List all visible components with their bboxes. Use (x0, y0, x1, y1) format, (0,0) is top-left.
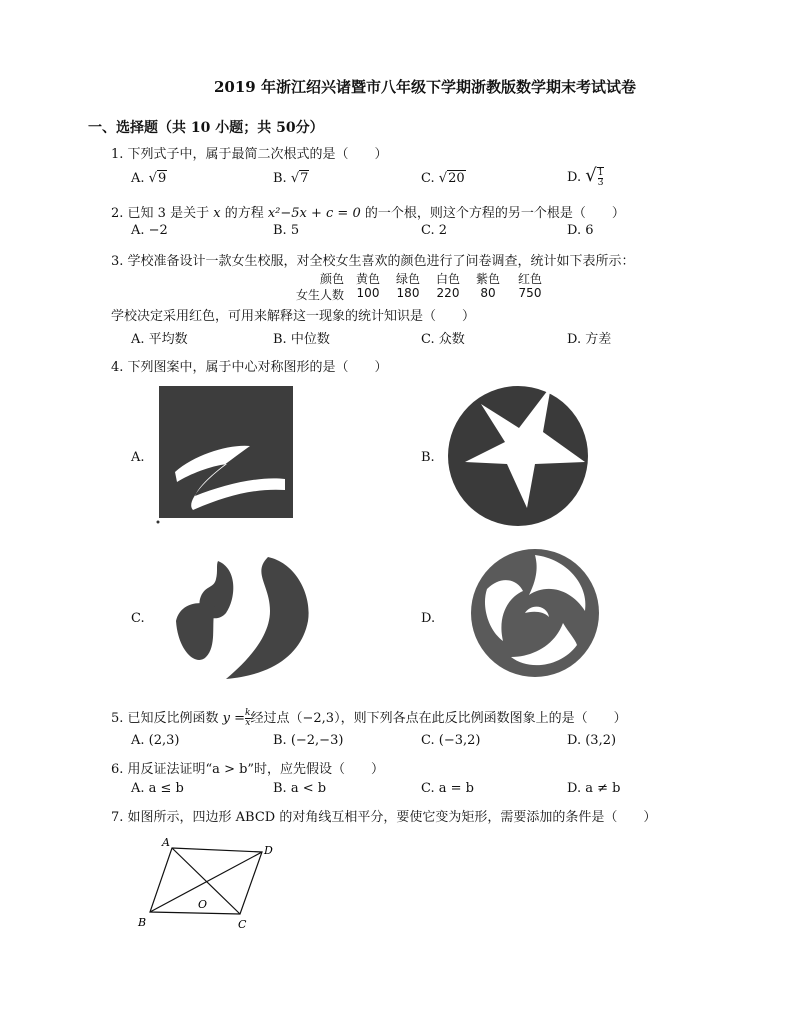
q1-option-a-label: A. (131, 171, 145, 186)
q1-option-d-denominator: 3 (597, 178, 604, 188)
q1-option-b (273, 171, 309, 186)
q4-figure-c-left-blob (176, 603, 216, 660)
q6-option-a: A. a ≤ b (131, 781, 184, 796)
q1-option-b-sqrt: √7 (290, 171, 309, 186)
q2-equation: x²−5x + c = 0 (267, 206, 361, 221)
q2-option-b: B. 5 (273, 223, 300, 238)
q1-option-c (421, 171, 466, 186)
q1-option-a (131, 171, 167, 186)
q1-option-b-radicand: 7 (300, 171, 309, 186)
q3-row-cell: 80 (480, 286, 496, 300)
q5-option-b: B. (−2,−3) (273, 733, 344, 748)
q4-option-a-label: A. (131, 450, 145, 465)
q5-fraction-numerator: k (245, 708, 251, 718)
q1-option-b-label: B. (273, 171, 287, 186)
q2-option-d: D. 6 (567, 223, 594, 238)
q5-option-a: A. (2,3) (131, 733, 180, 748)
q6-option-b: B. a < b (273, 781, 327, 796)
q3-header-cell: 黄色 (355, 272, 380, 286)
question-2-stem (111, 202, 625, 221)
q7-label-d: D (264, 844, 273, 857)
q7-label-o: O (198, 898, 208, 911)
q3-row-cell: 220 (436, 286, 460, 300)
q3-header-cell: 绿色 (395, 272, 420, 286)
q3-header-cell: 紫色 (475, 272, 500, 286)
q4-figure-b (445, 384, 591, 528)
q3-option-c: C. 众数 (421, 332, 465, 347)
page-title: 2019 年浙江绍兴诸暨市八年级下学期浙教版数学期末考试试卷 (214, 78, 636, 96)
q7-label-a: A (162, 836, 170, 849)
question-3-stem: 3. 学校准备设计一款女生校服，对全校女生喜欢的颜色进行了问卷调查，统计如下表所示： (111, 254, 635, 269)
q4-figure-c (170, 555, 314, 683)
question-6-stem: 6. 用反证法证明“a > b”时，应先假设（ ） (111, 762, 385, 777)
q5-stem-pre: 5. 已知反比例函数 (111, 711, 223, 726)
q1-option-c-label: C. (421, 171, 435, 186)
q4-figure-a (155, 384, 297, 526)
q3-header-cell: 红色 (517, 272, 542, 286)
question-3-stem-2: 学校决定采用红色，可用来解释这一现象的统计知识是（ ） (111, 309, 476, 324)
q5-stem-post: 经过点（−2,3），则下列各点在此反比例函数图象上的是（ ） (250, 711, 627, 726)
q7-parallelogram-figure (134, 836, 284, 936)
question-5-stem (111, 707, 627, 728)
q2-option-c: C. 2 (421, 223, 448, 238)
q2-variable: x (213, 206, 221, 221)
q1-option-d-numerator: 1 (597, 168, 604, 178)
q3-header-cell: 白色 (435, 272, 460, 286)
q4-option-d-label: D. (421, 611, 436, 626)
q3-row-cell: 100 (356, 286, 380, 300)
q4-figure-c-right-blob (226, 557, 309, 679)
q5-fraction-denominator: x (245, 718, 251, 728)
q3-row-cell: 750 (518, 286, 542, 300)
q3-option-d: D. 方差 (567, 332, 612, 347)
q1-option-a-radicand: 9 (157, 171, 167, 186)
q5-option-c: C. (−3,2) (421, 733, 481, 748)
q2-option-a: A. −2 (131, 223, 168, 238)
q2-stem-post: 的一个根，则这个方程的另一个根是（ ） (360, 206, 625, 221)
q3-table-header (274, 270, 552, 287)
q7-label-c: C (238, 918, 247, 931)
q4-figure-d (467, 545, 603, 681)
question-7-stem: 7. 如图所示，四边形 ABCD 的对角线互相平分，要使它变为矩形，需要添加的条件是（ ） (111, 810, 657, 825)
q3-table-row (274, 286, 552, 303)
section-heading: 一、选择题（共 10 小题；共 50分） (88, 120, 324, 136)
q4-option-c-label: C. (131, 611, 145, 626)
q3-row-cell: 女生人数 (295, 288, 344, 302)
q2-stem-pre: 2. 已知 3 是关于 (111, 206, 214, 221)
q6-option-c: C. a = b (421, 781, 474, 796)
q7-label-b: B (138, 916, 147, 929)
q3-option-a: A. 平均数 (131, 332, 188, 347)
question-4-stem: 4. 下列图案中，属于中心对称图形的是（ ） (111, 360, 388, 375)
q5-option-d: D. (3,2) (567, 733, 617, 748)
q1-option-a-sqrt: √9 (148, 171, 167, 186)
q1-option-d-label: D. (567, 170, 582, 185)
q1-option-c-sqrt: √20 (438, 171, 465, 186)
q3-option-b: B. 中位数 (273, 332, 330, 347)
q6-option-d: D. a ≠ b (567, 781, 621, 796)
q3-table (274, 270, 552, 303)
question-1-stem: 1. 下列式子中，属于最简二次根式的是（ ） (111, 147, 388, 162)
q3-row-cell: 180 (396, 286, 420, 300)
q3-header-cell: 颜色 (319, 272, 344, 286)
q2-stem-mid: 的方程 (220, 206, 268, 221)
q4-option-b-label: B. (421, 450, 435, 465)
q5-function-lhs: y = (222, 711, 246, 726)
q1-option-d-fraction (597, 167, 605, 188)
q1-option-c-radicand: 20 (448, 171, 465, 186)
q1-option-d: D. √ $\frac{1}{3}$ (567, 165, 604, 188)
